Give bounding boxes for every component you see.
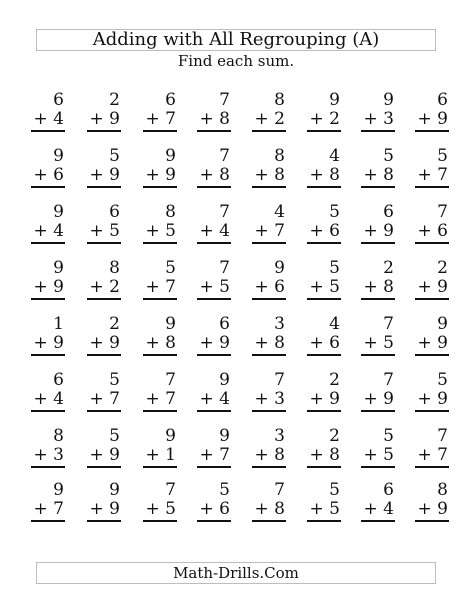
answer-line	[197, 466, 231, 468]
addend-bottom: + 9	[89, 499, 120, 519]
addend-bottom: + 3	[33, 445, 64, 465]
addition-problem	[300, 260, 340, 300]
addend-top: 9	[165, 146, 176, 166]
addition-problem	[136, 372, 176, 412]
addend-bottom: + 9	[417, 389, 448, 409]
addend-top: 9	[219, 370, 230, 390]
addition-problem	[245, 204, 285, 244]
addend-top: 5	[329, 202, 340, 222]
addend-top: 2	[109, 314, 120, 334]
addend-bottom: + 9	[309, 389, 340, 409]
addend-bottom: + 4	[33, 389, 64, 409]
addend-top: 7	[219, 258, 230, 278]
addend-top: 7	[437, 426, 448, 446]
addend-top: 5	[219, 480, 230, 500]
addend-bottom: + 9	[33, 277, 64, 297]
addend-top: 6	[53, 90, 64, 110]
answer-line	[307, 242, 341, 244]
addend-top: 7	[274, 480, 285, 500]
answer-line	[87, 186, 121, 188]
answer-line	[197, 354, 231, 356]
addend-bottom: + 2	[309, 109, 340, 129]
addend-bottom: + 7	[199, 445, 230, 465]
addition-problem	[24, 204, 64, 244]
answer-line	[307, 520, 341, 522]
addend-top: 7	[274, 370, 285, 390]
addend-top: 6	[219, 314, 230, 334]
addition-problem	[354, 92, 394, 132]
answer-line	[31, 186, 65, 188]
answer-line	[252, 410, 286, 412]
answer-line	[87, 466, 121, 468]
answer-line	[252, 466, 286, 468]
addend-bottom: + 5	[363, 333, 394, 353]
addend-bottom: + 8	[145, 333, 176, 353]
problem-grid	[0, 92, 474, 526]
addition-problem	[408, 428, 448, 468]
addend-top: 8	[109, 258, 120, 278]
addition-problem	[80, 204, 120, 244]
answer-line	[361, 410, 395, 412]
worksheet-title-box	[36, 29, 436, 51]
answer-line	[307, 466, 341, 468]
addend-bottom: + 8	[254, 499, 285, 519]
answer-line	[252, 186, 286, 188]
addition-problem	[354, 428, 394, 468]
addition-problem	[190, 316, 230, 356]
answer-line	[143, 130, 177, 132]
answer-line	[415, 298, 449, 300]
problem-row	[0, 92, 474, 132]
addition-problem	[80, 372, 120, 412]
addition-problem	[354, 482, 394, 522]
addend-top: 9	[274, 258, 285, 278]
addend-bottom: + 9	[89, 333, 120, 353]
addend-bottom: + 8	[254, 165, 285, 185]
addend-top: 8	[274, 90, 285, 110]
addition-problem	[408, 148, 448, 188]
answer-line	[307, 130, 341, 132]
addend-top: 5	[329, 480, 340, 500]
answer-line	[197, 298, 231, 300]
addend-top: 3	[274, 314, 285, 334]
addition-problem	[24, 148, 64, 188]
answer-line	[252, 354, 286, 356]
answer-line	[361, 354, 395, 356]
answer-line	[31, 242, 65, 244]
addition-problem	[136, 260, 176, 300]
addend-top: 4	[329, 146, 340, 166]
addition-problem	[24, 372, 64, 412]
addend-bottom: + 4	[199, 221, 230, 241]
worksheet-title: Adding with All Regrouping (A)	[92, 29, 380, 50]
addend-bottom: + 5	[309, 499, 340, 519]
addend-top: 9	[53, 202, 64, 222]
answer-line	[87, 520, 121, 522]
answer-line	[87, 130, 121, 132]
addend-bottom: + 6	[199, 499, 230, 519]
addend-top: 7	[219, 146, 230, 166]
addition-problem	[136, 92, 176, 132]
answer-line	[415, 354, 449, 356]
addend-top: 7	[165, 480, 176, 500]
addend-bottom: + 1	[145, 445, 176, 465]
answer-line	[307, 354, 341, 356]
addend-top: 9	[53, 146, 64, 166]
answer-line	[252, 298, 286, 300]
addend-bottom: + 6	[254, 277, 285, 297]
answer-line	[415, 242, 449, 244]
answer-line	[361, 520, 395, 522]
addition-problem	[24, 316, 64, 356]
answer-line	[31, 130, 65, 132]
addition-problem	[80, 92, 120, 132]
answer-line	[87, 410, 121, 412]
addition-problem	[80, 482, 120, 522]
addition-problem	[136, 482, 176, 522]
addition-problem	[136, 428, 176, 468]
answer-line	[87, 298, 121, 300]
addend-top: 1	[53, 314, 64, 334]
addend-top: 7	[437, 202, 448, 222]
answer-line	[31, 520, 65, 522]
answer-line	[252, 520, 286, 522]
addition-problem	[136, 148, 176, 188]
addend-top: 9	[437, 314, 448, 334]
answer-line	[143, 354, 177, 356]
answer-line	[143, 520, 177, 522]
addend-bottom: + 3	[363, 109, 394, 129]
addend-top: 8	[165, 202, 176, 222]
addend-top: 5	[383, 426, 394, 446]
answer-line	[361, 242, 395, 244]
answer-line	[415, 410, 449, 412]
addition-problem	[408, 92, 448, 132]
answer-line	[87, 354, 121, 356]
addend-bottom: + 8	[254, 333, 285, 353]
answer-line	[307, 410, 341, 412]
addition-problem	[24, 92, 64, 132]
addend-top: 5	[109, 426, 120, 446]
answer-line	[143, 242, 177, 244]
addend-top: 8	[274, 146, 285, 166]
addend-top: 5	[165, 258, 176, 278]
addend-bottom: + 9	[89, 445, 120, 465]
addition-problem	[300, 372, 340, 412]
footer-text: Math-Drills.Com	[173, 563, 299, 582]
addend-bottom: + 6	[33, 165, 64, 185]
addition-problem	[190, 148, 230, 188]
addend-bottom: + 8	[309, 165, 340, 185]
addend-bottom: + 9	[417, 109, 448, 129]
addition-problem	[24, 482, 64, 522]
addition-problem	[354, 260, 394, 300]
answer-line	[361, 130, 395, 132]
addend-bottom: + 2	[89, 277, 120, 297]
addend-bottom: + 9	[89, 109, 120, 129]
addition-problem	[300, 428, 340, 468]
addition-problem	[190, 428, 230, 468]
addend-bottom: + 8	[254, 445, 285, 465]
addend-top: 9	[165, 314, 176, 334]
addend-bottom: + 8	[199, 165, 230, 185]
addend-bottom: + 9	[363, 389, 394, 409]
addend-bottom: + 8	[309, 445, 340, 465]
addition-problem	[408, 482, 448, 522]
answer-line	[197, 410, 231, 412]
answer-line	[31, 354, 65, 356]
addition-problem	[408, 260, 448, 300]
addend-bottom: + 7	[417, 445, 448, 465]
addend-top: 9	[109, 480, 120, 500]
addition-problem	[300, 148, 340, 188]
addition-problem	[80, 148, 120, 188]
addition-problem	[300, 204, 340, 244]
addend-top: 7	[383, 370, 394, 390]
addend-bottom: + 9	[33, 333, 64, 353]
addend-top: 7	[165, 370, 176, 390]
addition-problem	[245, 260, 285, 300]
addend-top: 5	[383, 146, 394, 166]
addend-top: 8	[437, 480, 448, 500]
addend-bottom: + 9	[417, 499, 448, 519]
addend-top: 7	[219, 90, 230, 110]
addend-top: 5	[329, 258, 340, 278]
addend-top: 9	[53, 258, 64, 278]
addition-problem	[354, 316, 394, 356]
addend-bottom: + 9	[363, 221, 394, 241]
instructions: Find each sum.	[177, 52, 295, 70]
answer-line	[415, 130, 449, 132]
addition-problem	[300, 92, 340, 132]
addition-problem	[408, 372, 448, 412]
addend-bottom: + 4	[199, 389, 230, 409]
addend-top: 7	[219, 202, 230, 222]
addend-bottom: + 9	[417, 333, 448, 353]
addend-bottom: + 4	[33, 109, 64, 129]
addition-problem	[245, 316, 285, 356]
addend-bottom: + 5	[145, 499, 176, 519]
addend-bottom: + 2	[254, 109, 285, 129]
answer-line	[143, 186, 177, 188]
addend-top: 6	[165, 90, 176, 110]
addend-top: 6	[53, 370, 64, 390]
addend-bottom: + 5	[89, 221, 120, 241]
answer-line	[415, 186, 449, 188]
addition-problem	[300, 482, 340, 522]
addend-top: 9	[53, 480, 64, 500]
addend-bottom: + 7	[89, 389, 120, 409]
addend-top: 6	[383, 202, 394, 222]
answer-line	[197, 520, 231, 522]
addition-problem	[190, 92, 230, 132]
addition-problem	[136, 204, 176, 244]
addition-problem	[80, 428, 120, 468]
addend-top: 6	[383, 480, 394, 500]
addition-problem	[245, 92, 285, 132]
answer-line	[361, 298, 395, 300]
answer-line	[31, 410, 65, 412]
addend-top: 2	[329, 370, 340, 390]
addition-problem	[24, 428, 64, 468]
addition-problem	[80, 316, 120, 356]
problem-row	[0, 148, 474, 188]
addend-bottom: + 6	[309, 221, 340, 241]
addition-problem	[24, 260, 64, 300]
addition-problem	[408, 316, 448, 356]
addend-bottom: + 7	[145, 389, 176, 409]
addend-top: 5	[109, 370, 120, 390]
answer-line	[415, 466, 449, 468]
answer-line	[143, 410, 177, 412]
addend-top: 2	[109, 90, 120, 110]
answer-line	[87, 242, 121, 244]
addition-problem	[80, 260, 120, 300]
answer-line	[307, 186, 341, 188]
addend-top: 6	[109, 202, 120, 222]
addend-bottom: + 8	[199, 109, 230, 129]
addend-bottom: + 4	[363, 499, 394, 519]
problem-row	[0, 428, 474, 468]
addend-top: 7	[383, 314, 394, 334]
addend-bottom: + 9	[145, 165, 176, 185]
addend-top: 9	[329, 90, 340, 110]
addition-problem	[190, 372, 230, 412]
addend-top: 4	[274, 202, 285, 222]
addend-top: 5	[109, 146, 120, 166]
addend-bottom: + 8	[363, 165, 394, 185]
answer-line	[252, 242, 286, 244]
addition-problem	[354, 372, 394, 412]
addend-top: 8	[53, 426, 64, 446]
answer-line	[252, 130, 286, 132]
answer-line	[361, 466, 395, 468]
problem-row	[0, 260, 474, 300]
addition-problem	[245, 482, 285, 522]
addend-bottom: + 6	[417, 221, 448, 241]
addend-bottom: + 3	[254, 389, 285, 409]
answer-line	[307, 298, 341, 300]
problem-row	[0, 204, 474, 244]
answer-line	[197, 130, 231, 132]
addend-top: 2	[383, 258, 394, 278]
addition-problem	[245, 372, 285, 412]
addend-top: 9	[165, 426, 176, 446]
addend-bottom: + 7	[417, 165, 448, 185]
addend-bottom: + 9	[199, 333, 230, 353]
addend-bottom: + 7	[254, 221, 285, 241]
answer-line	[361, 186, 395, 188]
problem-row	[0, 372, 474, 412]
addend-bottom: + 9	[417, 277, 448, 297]
addend-bottom: + 7	[33, 499, 64, 519]
addend-bottom: + 5	[309, 277, 340, 297]
answer-line	[415, 520, 449, 522]
addition-problem	[136, 316, 176, 356]
answer-line	[143, 466, 177, 468]
addend-bottom: + 8	[363, 277, 394, 297]
addend-bottom: + 5	[145, 221, 176, 241]
addend-top: 5	[437, 146, 448, 166]
answer-line	[31, 298, 65, 300]
answer-line	[31, 466, 65, 468]
problem-row	[0, 316, 474, 356]
addend-bottom: + 6	[309, 333, 340, 353]
addend-top: 6	[437, 90, 448, 110]
answer-line	[143, 298, 177, 300]
addend-bottom: + 7	[145, 109, 176, 129]
addend-bottom: + 9	[89, 165, 120, 185]
addition-problem	[190, 482, 230, 522]
addend-top: 9	[383, 90, 394, 110]
addition-problem	[354, 204, 394, 244]
addend-top: 4	[329, 314, 340, 334]
addend-top: 2	[329, 426, 340, 446]
footer-box	[36, 562, 436, 584]
addition-problem	[190, 260, 230, 300]
addend-bottom: + 4	[33, 221, 64, 241]
addend-top: 9	[219, 426, 230, 446]
addition-problem	[408, 204, 448, 244]
problem-row	[0, 482, 474, 522]
answer-line	[197, 242, 231, 244]
addition-problem	[245, 148, 285, 188]
addend-bottom: + 5	[199, 277, 230, 297]
addend-bottom: + 5	[363, 445, 394, 465]
addition-problem	[300, 316, 340, 356]
addition-problem	[245, 428, 285, 468]
addend-top: 3	[274, 426, 285, 446]
addend-top: 5	[437, 370, 448, 390]
addition-problem	[354, 148, 394, 188]
addition-problem	[190, 204, 230, 244]
answer-line	[197, 186, 231, 188]
addend-bottom: + 7	[145, 277, 176, 297]
addend-top: 2	[437, 258, 448, 278]
